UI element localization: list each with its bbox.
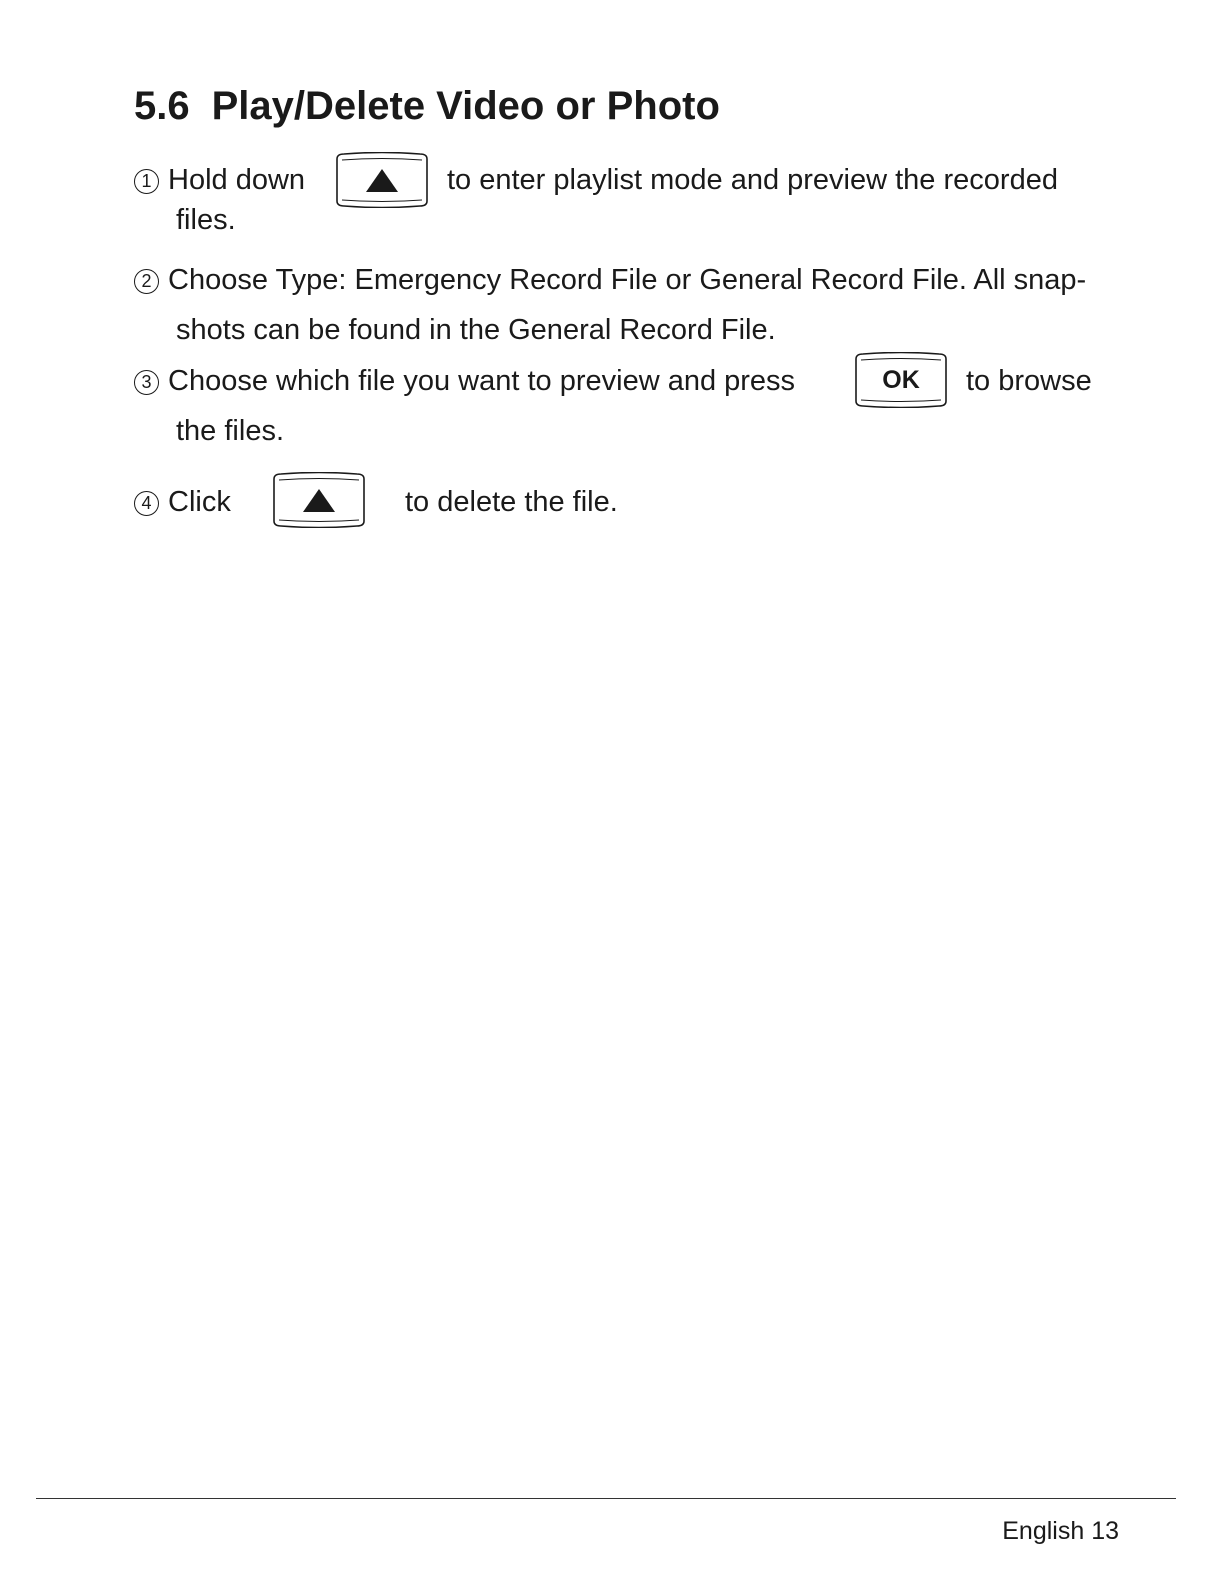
step-1-continuation: files. bbox=[176, 204, 236, 236]
step-1-marker: 1 bbox=[134, 169, 159, 194]
up-arrow-button-icon bbox=[334, 152, 430, 208]
step-4-text-after: to delete the file. bbox=[405, 486, 618, 518]
step-3-text-after: to browse bbox=[966, 365, 1092, 397]
step-4-text-before: Click bbox=[168, 486, 231, 518]
step-1-line bbox=[134, 162, 305, 198]
step-2-marker: 2 bbox=[134, 269, 159, 294]
section-number: 5.6 bbox=[134, 84, 190, 128]
step-3-continuation: the files. bbox=[176, 415, 284, 447]
ok-button-icon bbox=[853, 352, 949, 408]
step-1-text-after: to enter playlist mode and preview the recorded bbox=[447, 164, 1058, 196]
page-title bbox=[134, 82, 720, 130]
page-number: English 13 bbox=[1002, 1517, 1119, 1545]
step-2-line bbox=[134, 262, 1086, 298]
step-4-line bbox=[134, 484, 231, 520]
step-4-marker: 4 bbox=[134, 491, 159, 516]
step-1-text-before: Hold down bbox=[168, 164, 306, 196]
section-title: Play/Delete Video or Photo bbox=[211, 84, 720, 128]
step-3-marker: 3 bbox=[134, 370, 159, 395]
step-2-continuation: shots can be found in the General Record File. bbox=[176, 314, 776, 346]
step-3-text-before: Choose which file you want to preview and press bbox=[168, 365, 796, 397]
up-arrow-button-icon bbox=[271, 472, 367, 528]
ok-button-label: OK bbox=[882, 366, 920, 394]
step-2-text: Choose Type: Emergency Record File or General Record File. All snap- bbox=[168, 264, 1087, 296]
step-3-line bbox=[134, 363, 795, 399]
footer-divider bbox=[36, 1498, 1176, 1499]
